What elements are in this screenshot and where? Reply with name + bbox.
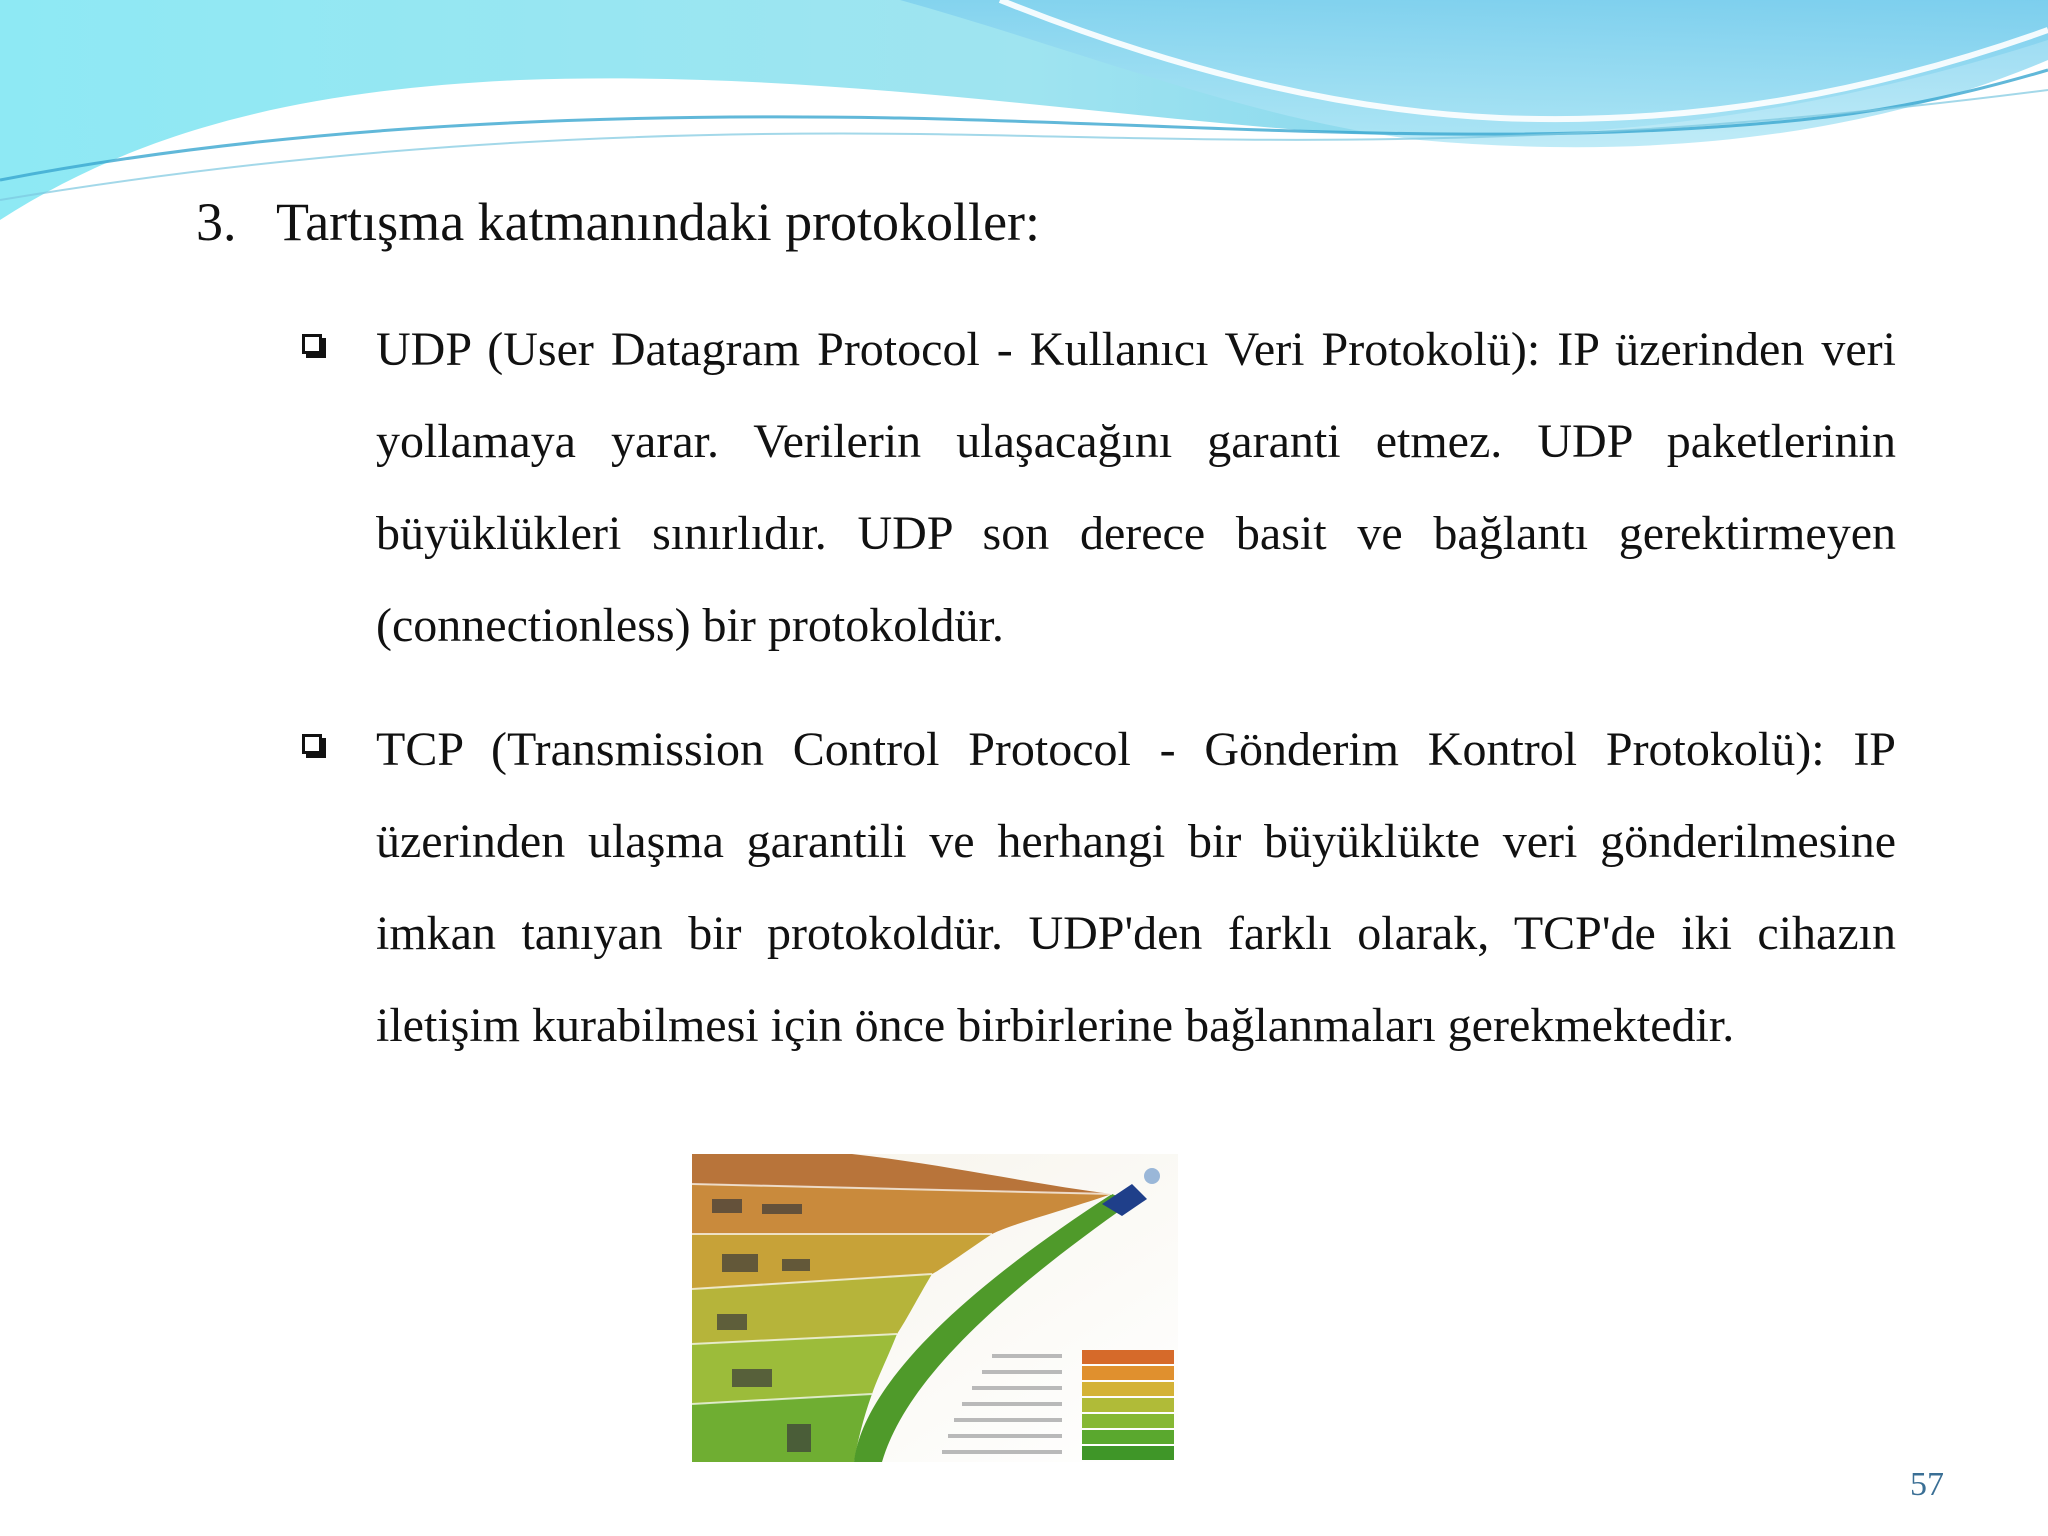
section-heading: [196, 186, 1040, 258]
tcp-paragraph: TCP (Transmission Control Protocol - Gönderim Kontrol Protokolü): IP üzerinden ulaşma garantili ve herhangi bir büyüklükte veri gönderilmesine imkan tanıyan bir protokoldür. UDP'den farklı olarak, TCP'de iki cihazın iletişim kurabilmesi için önce birbirlerine bağlanmaları gerekmektedir.: [376, 723, 1896, 1052]
heading-number: 3.: [196, 192, 237, 252]
udp-paragraph: UDP (User Datagram Protocol - Kullanıcı Veri Protokolü): IP üzerinden veri yollamaya yarar. Verilerin ulaşacağını garanti etmez. UDP paketlerinin büyüklükleri sınırlıdır. UDP son derece basit ve bağlantı gerektirmeyen (connectionless) bir protokoldür.: [376, 323, 1896, 652]
checkbox-bullet-icon: [302, 334, 322, 354]
heading-text: Tartışma katmanındaki protokoller:: [276, 192, 1041, 252]
checkbox-bullet-icon: [302, 734, 322, 754]
page-number: 57: [1910, 1466, 1944, 1503]
protocol-layers-illustration: [692, 1154, 1178, 1462]
